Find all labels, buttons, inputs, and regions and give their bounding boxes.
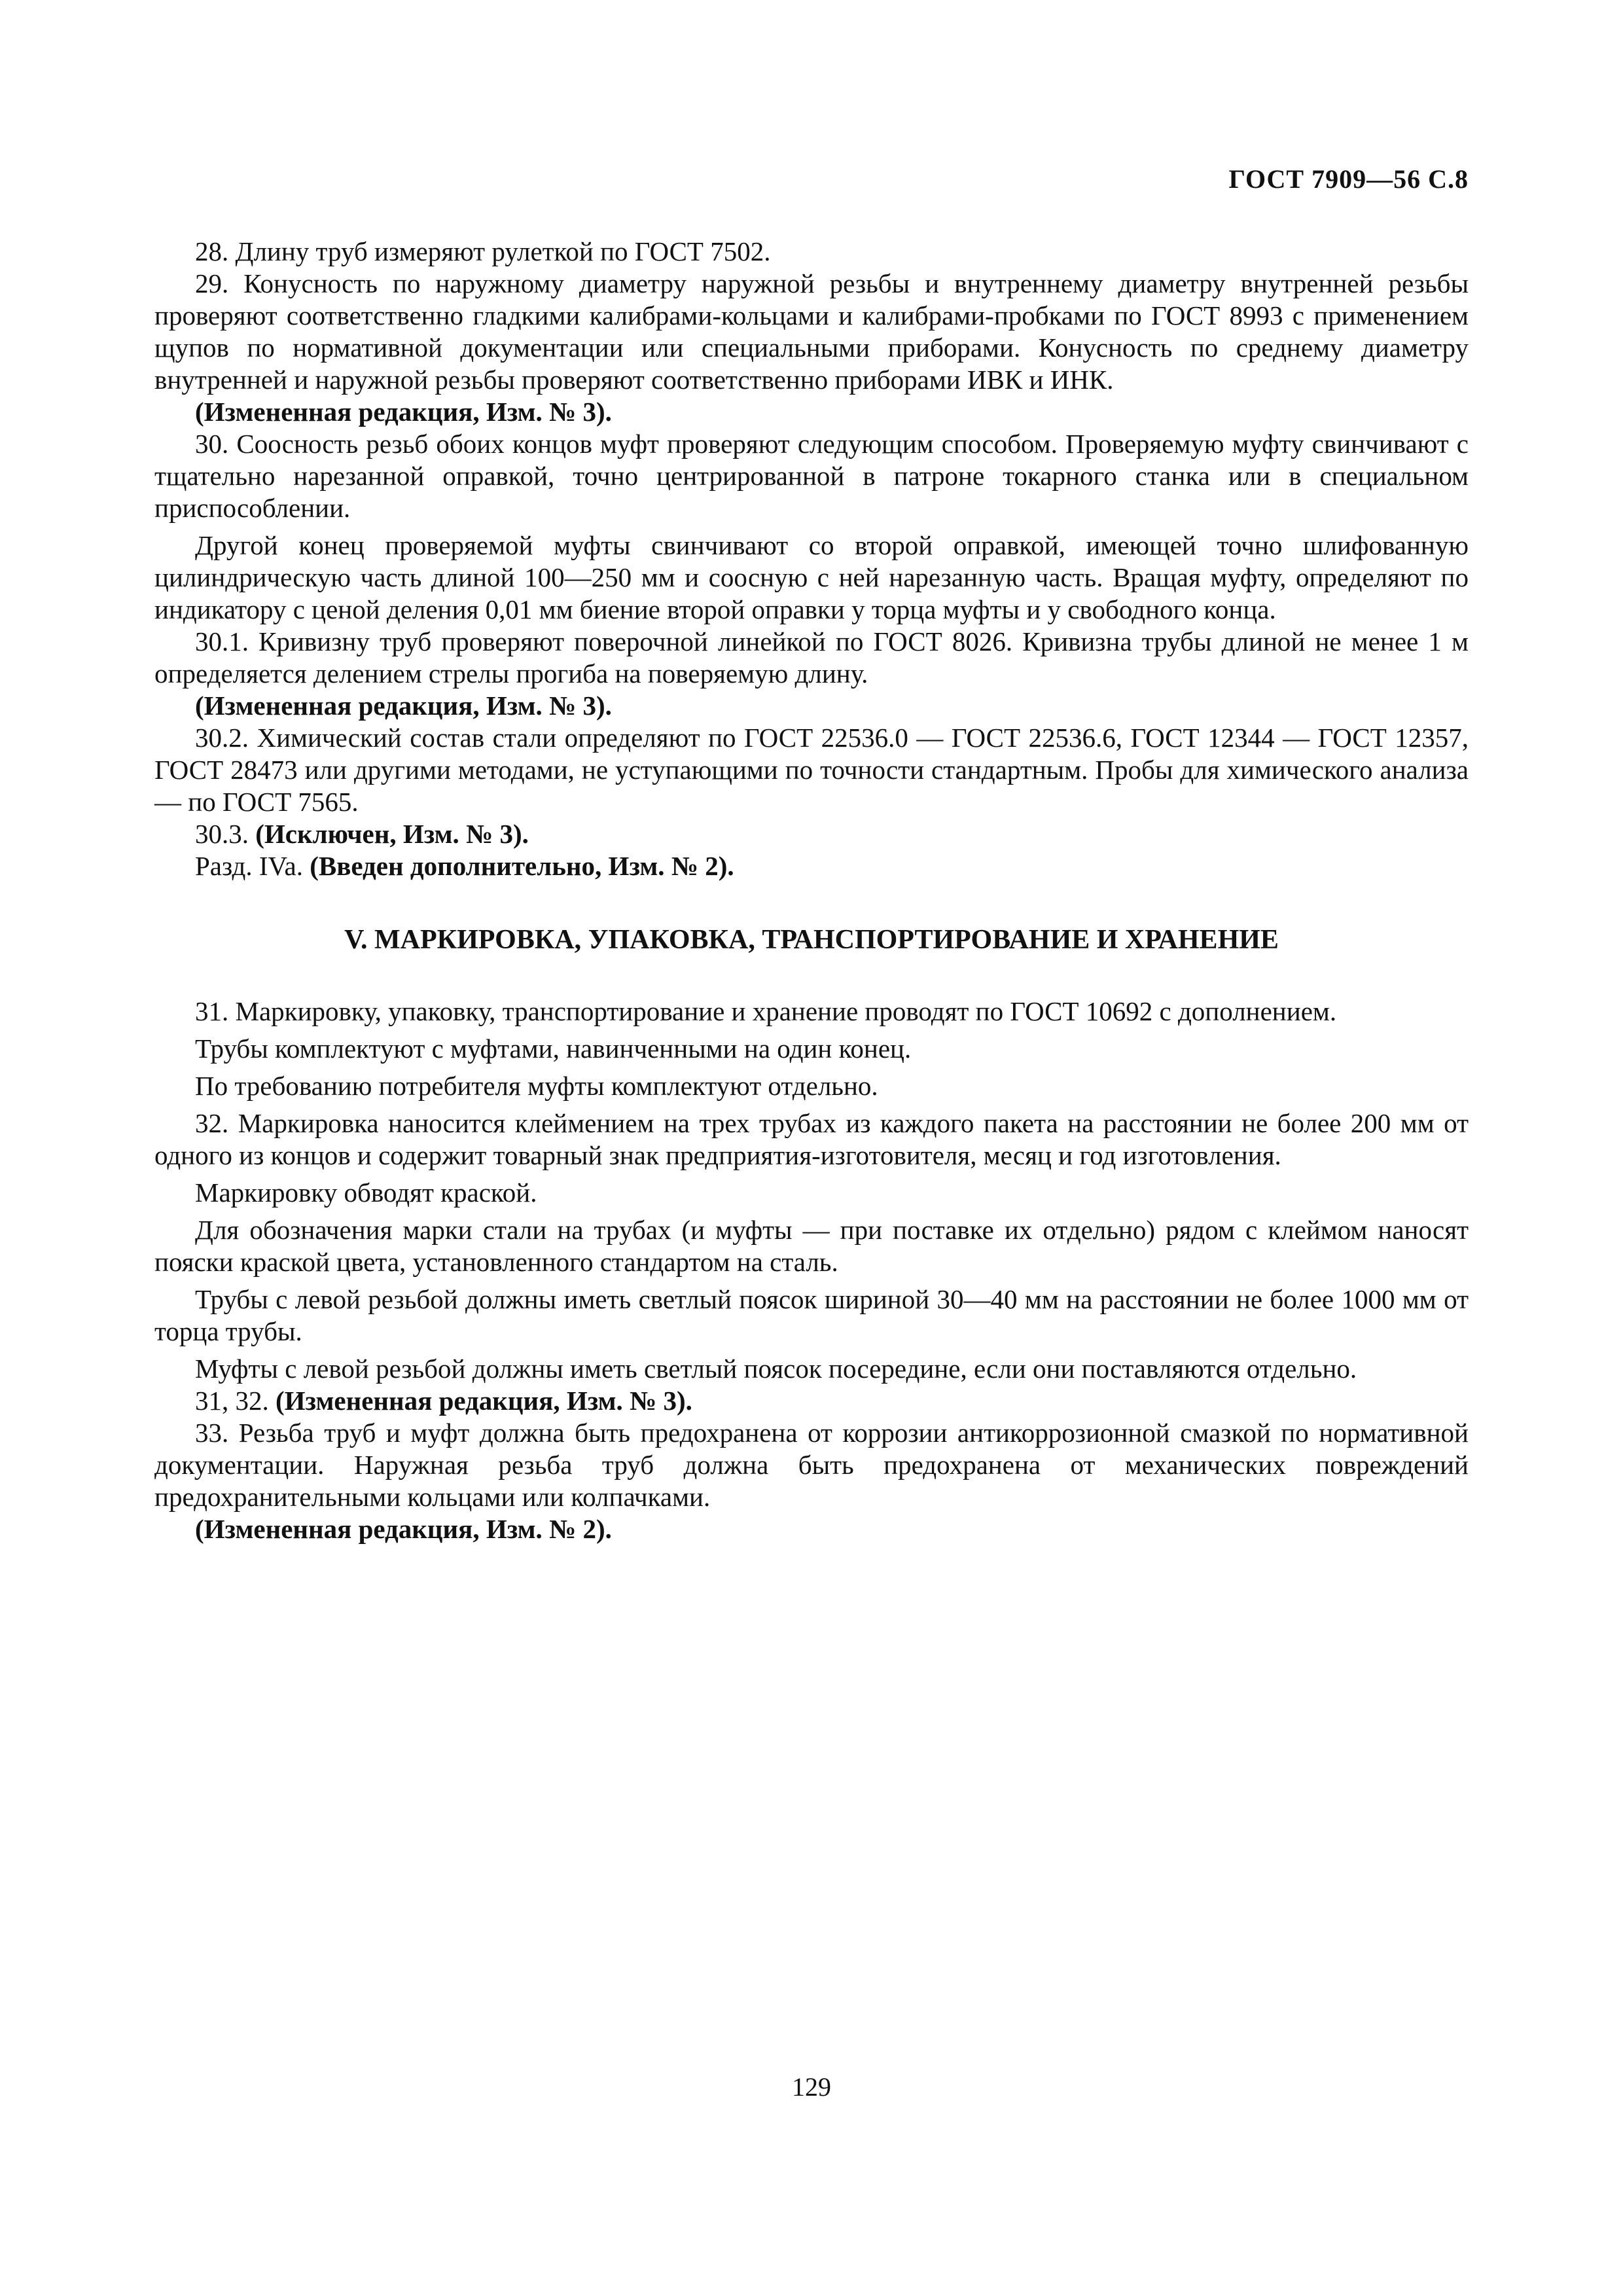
paragraph-32-continued-2: Для обозначения марки стали на трубах (и муфты — при поставке их отдельно) рядом с клеймом наносят пояски краской цвета, установленного стандартом на сталь. — [154, 1215, 1469, 1277]
amendment-note — [154, 690, 1469, 722]
paragraph-30-1: 30.1. Кривизну труб проверяют поверочной линейкой по ГОСТ 8026. Кривизна трубы длиной не менее 1 м определяется делением стрелы прогиба на поверяемую длину. — [154, 626, 1469, 689]
section-title: V. МАРКИРОВКА, УПАКОВКА, ТРАНСПОРТИРОВАНИЕ И ХРАНЕНИЕ — [344, 925, 1279, 955]
page-number: 129 — [792, 2072, 831, 2102]
paragraph-33: 33. Резьба труб и муфт должна быть предохранена от коррозии антикоррозионной смазкой по нормативной документации. Наружная резьба труб должна быть предохранена от механических повреждений предохранительными кольцами или колпачками. — [154, 1418, 1469, 1512]
section-iva-label: Разд. IVa. — [195, 851, 310, 881]
paragraph-32: 32. Маркировка наносится клеймением на трех трубах из каждого пакета на расстоянии не более 200 мм от одного из концов и содержит товарный знак предприятия-изготовителя, месяц и год изготовления. — [154, 1108, 1469, 1170]
paragraph-30-3-label: 30.3. — [195, 819, 256, 849]
paragraph-31-32-label: 31, 32. — [195, 1386, 276, 1416]
paragraph-31: 31. Маркировку, упаковку, транспортирование и хранение проводят по ГОСТ 10692 с дополнением. — [195, 996, 1337, 1026]
paragraph-30: 30. Соосность резьб обоих концов муфт проверяют следующим способом. Проверяемую муфту свинчивают с тщательно нарезанной оправкой, точно центрированной в патроне токарного станка или в специальном приспособлении. — [154, 429, 1469, 523]
amendment-note-text: (Измененная редакция, Изм. № 3). — [195, 397, 612, 427]
document-body — [154, 236, 1469, 1545]
amendment-note — [154, 396, 1469, 428]
paragraph-30-3-note: (Исключен, Изм. № 3). — [255, 819, 529, 849]
section-iva-note — [154, 850, 1469, 882]
paragraph-28: 28. Длину труб измеряют рулеткой по ГОСТ 7502. — [195, 236, 771, 266]
section-iva-note-text: (Введен дополнительно, Изм. № 2). — [310, 851, 734, 881]
paragraph-32-continued-4: Муфты с левой резьбой должны иметь светлый поясок посередине, если они поставляются отдельно. — [195, 1354, 1357, 1384]
amendment-note-text: (Измененная редакция, Изм. № 2). — [195, 1514, 612, 1544]
paragraph-32-continued-3: Трубы с левой резьбой должны иметь светлый поясок шириной 30—40 мм на расстоянии не более 1000 мм от торца трубы. — [154, 1284, 1469, 1346]
paragraph-31-continued: Трубы комплектуют с муфтами, навинченными на один конец. — [195, 1033, 912, 1064]
paragraph-31-32-note-text: (Измененная редакция, Изм. № 3). — [276, 1386, 692, 1416]
amendment-note — [154, 1513, 1469, 1545]
paragraph-31-continued-2: По требованию потребителя муфты комплектуют отдельно. — [195, 1071, 878, 1101]
paragraph-31-32-note — [154, 1385, 1469, 1417]
paragraph-29: 29. Конусность по наружному диаметру наружной резьбы и внутреннему диаметру внутренней резьбы проверяют соответственно гладкими калибрами-кольцами и калибрами-пробками по ГОСТ 8993 с применением щупов по нормативной документации или специальными приборами. Конусность по среднему диаметру внутренней и наружной резьбы проверяют соответственно приборами ИВК и ИНК. — [154, 268, 1469, 395]
paragraph-32-continued: Маркировку обводят краской. — [195, 1177, 537, 1208]
amendment-note-text: (Измененная редакция, Изм. № 3). — [195, 691, 612, 721]
paragraph-30-3 — [154, 818, 1469, 850]
paragraph-30-2: 30.2. Химический состав стали определяют по ГОСТ 22536.0 — ГОСТ 22536.6, ГОСТ 12344 — ГОСТ 12357, ГОСТ 28473 или другими методами, не уступающими по точности стандартным. Пробы для химического анализа — по ГОСТ 7565. — [154, 723, 1469, 817]
paragraph-30-continued: Другой конец проверяемой муфты свинчивают со второй оправкой, имеющей точно шлифованную цилиндрическую часть длиной 100—250 мм и соосную с ней нарезанную часть. Вращая муфту, определяют по индикатору с ценой деления 0,01 мм биение второй оправки у торца муфты и у свободного конца. — [154, 530, 1469, 624]
document-header: ГОСТ 7909—56 С.8 — [1228, 164, 1469, 194]
